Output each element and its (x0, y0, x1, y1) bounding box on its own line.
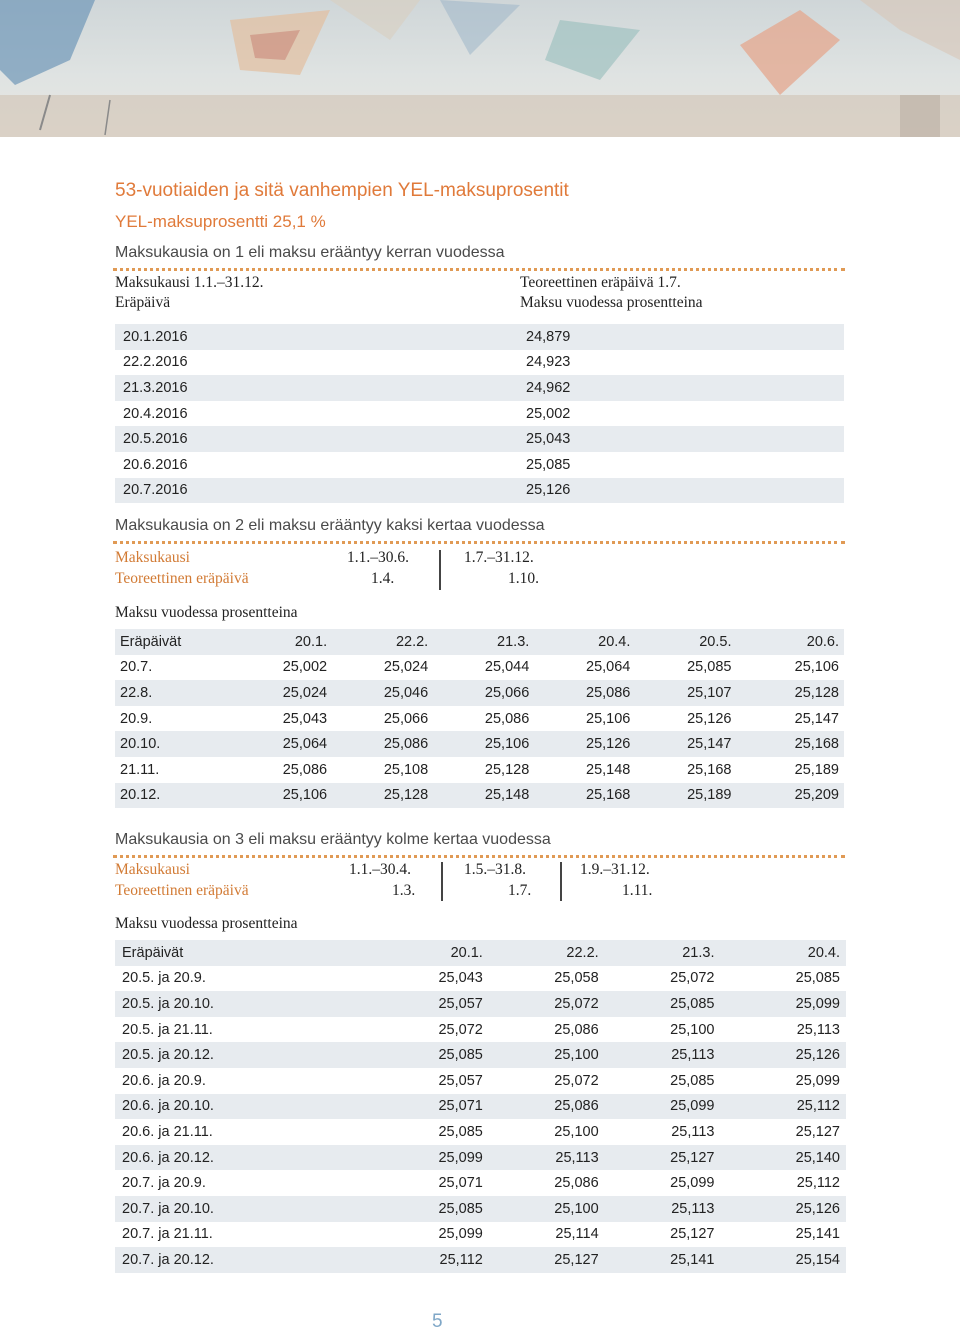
table-row (115, 426, 844, 452)
percent-cell: 25,043 (526, 426, 844, 452)
table-row (115, 1119, 846, 1145)
table-row (115, 478, 844, 504)
table-row (115, 350, 844, 376)
table-row (115, 706, 844, 732)
row-label: 20.9. (120, 710, 153, 727)
section2-theoretical-label: Teoreettinen eräpäivä (115, 570, 249, 587)
section2-period-label: Maksukausi (115, 549, 190, 566)
table-cell: 25,066 (428, 680, 529, 706)
table-cell: 25,189 (794, 761, 839, 778)
table-cell: 25,086 (554, 1021, 599, 1038)
header-photo (0, 0, 960, 137)
table-cell: 25,086 (484, 710, 530, 727)
table-cell: 25,044 (484, 659, 530, 676)
table-row (115, 401, 844, 427)
table-row (115, 1068, 846, 1094)
column-separator (441, 862, 443, 901)
table-cell: 25,099 (599, 1094, 715, 1120)
section1-theoretical-label: Teoreettinen eräpäivä 1.7. (520, 274, 681, 291)
table-cell: 25,085 (795, 970, 840, 987)
table-cell: 25,168 (529, 783, 630, 809)
section2-theoretical-2: 1.10. (508, 570, 539, 587)
column-header: 20.1. (367, 940, 483, 966)
table-cell: 25,126 (687, 710, 732, 727)
row-label: 21.11. (120, 761, 160, 778)
column-header: 20.1. (226, 629, 327, 655)
table-cell: 25,168 (687, 761, 732, 778)
kites-illustration (0, 0, 960, 137)
table-cell: 25,154 (714, 1247, 846, 1273)
section2-period-2: 1.7.–31.12. (464, 549, 534, 566)
table-cell: 25,086 (282, 761, 328, 778)
table-cell: 25,085 (670, 1072, 715, 1089)
column-header: 20.4. (714, 940, 846, 966)
column-header: 20.4. (529, 629, 630, 655)
table-cell: 25,127 (483, 1247, 599, 1273)
table-cell: 25,057 (438, 1072, 483, 1089)
table-cell: 25,128 (731, 680, 844, 706)
table-cell: 25,127 (599, 1145, 715, 1171)
table-cell: 25,072 (483, 991, 599, 1017)
section2-theoretical-1: 1.4. (371, 570, 395, 587)
table-cell: 25,126 (714, 1042, 846, 1068)
table-cell: 25,099 (670, 1175, 715, 1192)
table-header-row (115, 629, 844, 655)
section3-table (115, 940, 846, 1273)
column-header: 21.3. (428, 629, 529, 655)
table-cell: 25,086 (529, 680, 630, 706)
table-cell: 25,043 (282, 710, 328, 727)
section2-percent-label: Maksu vuodessa prosentteina (115, 604, 298, 621)
section1-percent-label: Maksu vuodessa prosentteina (520, 294, 703, 311)
section3-theoretical-label: Teoreettinen eräpäivä (115, 882, 249, 899)
table-cell: 25,072 (670, 970, 715, 987)
table-cell: 25,002 (282, 659, 328, 676)
column-separator (439, 550, 441, 590)
column-header: 20.6. (731, 629, 844, 655)
table-cell: 25,128 (327, 783, 428, 809)
table-header-row (115, 940, 846, 966)
section3-percent-label: Maksu vuodessa prosentteina (115, 915, 298, 932)
section3-period-2: 1.5.–31.8. (464, 861, 526, 878)
percent-cell: 24,923 (526, 354, 571, 371)
table-row (115, 1170, 846, 1196)
table-cell: 25,064 (586, 659, 631, 676)
table-cell: 25,114 (555, 1226, 599, 1243)
column-header: Eräpäivät (115, 629, 226, 655)
due-date-cell: 20.1.2016 (115, 324, 526, 350)
table-cell: 25,043 (438, 970, 483, 987)
table-cell: 25,106 (586, 710, 631, 727)
table-cell: 25,112 (796, 1175, 840, 1192)
table-cell: 25,141 (795, 1226, 840, 1243)
percent-cell: 25,002 (526, 405, 571, 422)
table-cell: 25,086 (483, 1094, 599, 1120)
row-label: 20.7. ja 20.10. (115, 1196, 367, 1222)
row-label: 20.6. ja 20.9. (122, 1072, 206, 1089)
table-row (115, 452, 844, 478)
table-cell: 25,046 (327, 680, 428, 706)
table-cell: 25,113 (796, 1021, 840, 1038)
table-cell: 25,147 (794, 710, 839, 727)
section1-heading: Maksukausia on 1 eli maksu erääntyy kerran vuodessa (115, 244, 505, 261)
column-header: 22.2. (483, 940, 599, 966)
table-cell: 25,112 (367, 1247, 483, 1273)
page-title: 53-vuotiaiden ja sitä vanhempien YEL-maksuprosentit (115, 180, 569, 201)
table-cell: 25,113 (599, 1196, 715, 1222)
table-cell: 25,126 (529, 731, 630, 757)
table-cell: 25,106 (794, 659, 839, 676)
table-row (115, 1145, 846, 1171)
percent-cell: 24,879 (526, 324, 844, 350)
row-label: 20.5. ja 20.10. (115, 991, 367, 1017)
table-cell: 25,189 (630, 783, 731, 809)
table-cell: 25,141 (599, 1247, 715, 1273)
section3-period-3: 1.9.–31.12. (580, 861, 650, 878)
table-cell: 25,113 (671, 1123, 715, 1140)
table-cell: 25,147 (630, 731, 731, 757)
table-cell: 25,024 (383, 659, 429, 676)
column-header: 21.3. (599, 940, 715, 966)
table-cell: 25,113 (599, 1042, 715, 1068)
section2-period-1: 1.1.–30.6. (347, 549, 409, 566)
row-label: 20.7. ja 20.12. (115, 1247, 367, 1273)
section1-table (115, 324, 844, 503)
row-label: 20.10. (115, 731, 226, 757)
section1-due-label: Eräpäivä (115, 294, 171, 311)
section3-theoretical-2: 1.7. (508, 882, 532, 899)
table-cell: 25,099 (714, 991, 846, 1017)
table-cell: 25,107 (630, 680, 731, 706)
section1-period-label: Maksukausi 1.1.–31.12. (115, 274, 264, 291)
table-cell: 25,072 (554, 1072, 599, 1089)
due-date-cell: 20.7.2016 (115, 478, 526, 504)
table-cell: 25,072 (438, 1021, 483, 1038)
column-header: 22.2. (327, 629, 428, 655)
table-cell: 25,100 (483, 1042, 599, 1068)
table-cell: 25,099 (795, 1072, 840, 1089)
table-cell: 25,086 (327, 731, 428, 757)
table-cell: 25,106 (226, 783, 327, 809)
table-cell: 25,064 (226, 731, 327, 757)
table-row (115, 1222, 846, 1248)
table-cell: 25,071 (367, 1094, 483, 1120)
table-cell: 25,106 (428, 731, 529, 757)
row-label: 20.5. ja 20.12. (115, 1042, 367, 1068)
table-row (115, 783, 844, 809)
table-row (115, 1017, 846, 1043)
table-row (115, 1247, 846, 1273)
percent-cell: 25,085 (526, 456, 571, 473)
percent-cell: 24,962 (526, 375, 844, 401)
table-cell: 25,112 (714, 1094, 846, 1120)
table-row (115, 1042, 846, 1068)
due-date-cell: 22.2.2016 (123, 354, 188, 371)
section3-period-1: 1.1.–30.4. (349, 861, 411, 878)
row-label: 20.12. (115, 783, 226, 809)
table-row (115, 966, 846, 992)
table-cell: 25,057 (367, 991, 483, 1017)
section3-theoretical-3: 1.11. (622, 882, 653, 899)
table-cell: 25,148 (428, 783, 529, 809)
table-cell: 25,127 (795, 1123, 840, 1140)
row-label: 22.8. (115, 680, 226, 706)
section3-heading: Maksukausia on 3 eli maksu erääntyy kolme kertaa vuodessa (115, 831, 551, 848)
row-label: 20.6. ja 21.11. (122, 1123, 213, 1140)
column-header: Eräpäivät (115, 940, 367, 966)
section3-period-label: Maksukausi (115, 861, 190, 878)
row-label: 20.6. ja 20.12. (115, 1145, 367, 1171)
column-separator (560, 862, 562, 901)
table-row (115, 655, 844, 681)
section3-divider (113, 855, 845, 858)
table-cell: 25,086 (554, 1175, 599, 1192)
table-cell: 25,127 (670, 1226, 715, 1243)
page-subtitle: YEL-maksuprosentti 25,1 % (115, 212, 326, 231)
table-row (115, 375, 844, 401)
table-row (115, 324, 844, 350)
table-cell: 25,024 (226, 680, 327, 706)
section1-divider (113, 268, 845, 271)
table-row (115, 1094, 846, 1120)
section2-divider (113, 541, 845, 544)
table-cell: 25,085 (367, 1196, 483, 1222)
section2-heading: Maksukausia on 2 eli maksu erääntyy kaksi kertaa vuodessa (115, 517, 545, 534)
percent-cell: 25,126 (526, 478, 844, 504)
table-cell: 25,100 (483, 1196, 599, 1222)
row-label: 20.5. ja 21.11. (122, 1021, 213, 1038)
table-cell: 25,140 (714, 1145, 846, 1171)
table-cell: 25,168 (731, 731, 844, 757)
row-label: 20.6. ja 20.10. (115, 1094, 367, 1120)
row-label: 20.7. ja 20.9. (122, 1175, 206, 1192)
table-row (115, 991, 846, 1017)
due-date-cell: 20.5.2016 (115, 426, 526, 452)
table-cell: 25,085 (438, 1123, 483, 1140)
table-cell: 25,099 (438, 1226, 483, 1243)
table-cell: 25,066 (383, 710, 429, 727)
table-cell: 25,128 (484, 761, 530, 778)
table-cell: 25,209 (731, 783, 844, 809)
row-label: 20.7. (120, 659, 153, 676)
table-cell: 25,071 (438, 1175, 483, 1192)
table-cell: 25,085 (687, 659, 732, 676)
table-cell: 25,100 (554, 1123, 599, 1140)
table-row (115, 1196, 846, 1222)
table-cell: 25,058 (554, 970, 599, 987)
table-cell: 25,085 (367, 1042, 483, 1068)
page-number: 5 (432, 1311, 443, 1332)
table-cell: 25,126 (714, 1196, 846, 1222)
column-header: 20.5. (630, 629, 731, 655)
table-cell: 25,113 (483, 1145, 599, 1171)
table-cell: 25,100 (670, 1021, 715, 1038)
table-row (115, 731, 844, 757)
table-row (115, 680, 844, 706)
table-cell: 25,085 (599, 991, 715, 1017)
due-date-cell: 20.4.2016 (123, 405, 188, 422)
table-cell: 25,099 (367, 1145, 483, 1171)
table-cell: 25,148 (586, 761, 631, 778)
section2-table (115, 629, 844, 808)
due-date-cell: 20.6.2016 (123, 456, 188, 473)
row-label: 20.5. ja 20.9. (122, 970, 206, 987)
table-cell: 25,108 (383, 761, 429, 778)
due-date-cell: 21.3.2016 (115, 375, 526, 401)
row-label: 20.7. ja 21.11. (122, 1226, 213, 1243)
section3-theoretical-1: 1.3. (392, 882, 416, 899)
table-row (115, 757, 844, 783)
